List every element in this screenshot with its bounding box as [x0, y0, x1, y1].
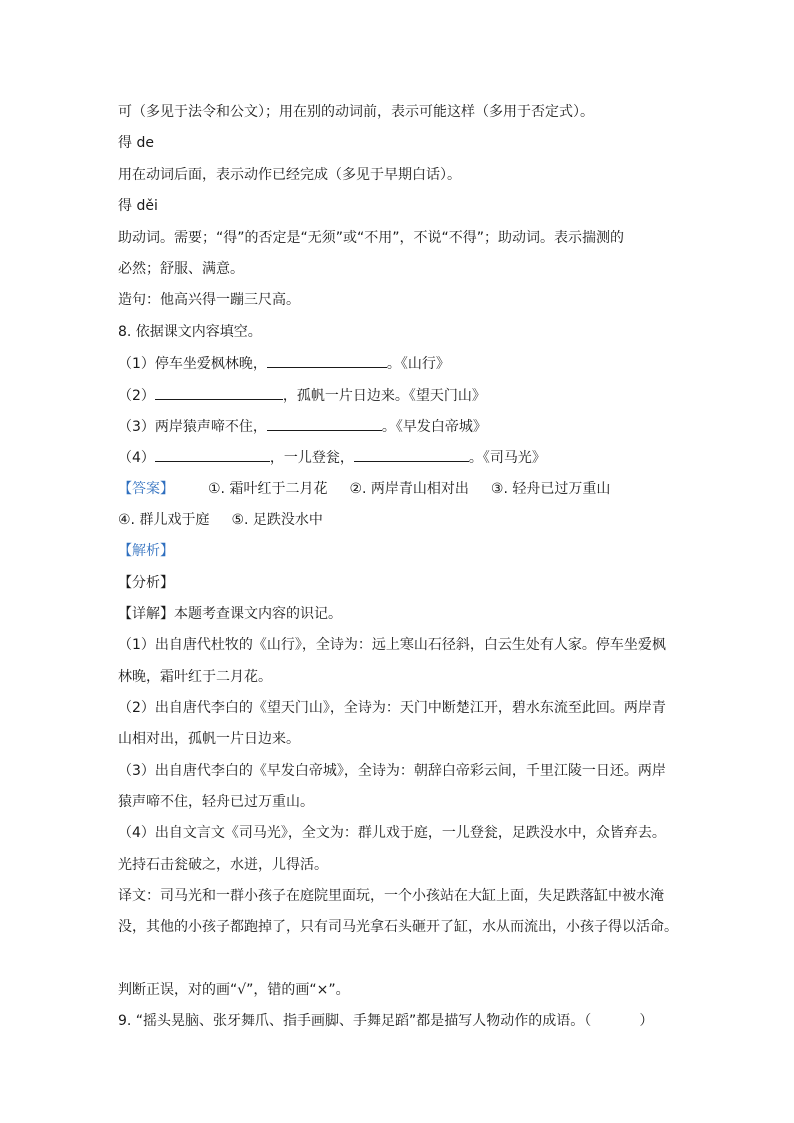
text-line: 得 děi — [118, 198, 158, 214]
translation-line: 译文：司马光和一群小孩子在庭院里面玩，一个小孩站在大缸上面，失足跌落缸中被水淹 — [118, 888, 664, 904]
answer-blank — [155, 385, 283, 400]
analysis-fenxi: 【分析】 — [118, 575, 174, 591]
answer-blank — [155, 447, 270, 462]
text-line: 助动词。需要；“得”的否定是“无须”或“不用”，不说“不得”；助动词。表示揣测的 — [118, 230, 625, 246]
question-8-item-1 — [118, 353, 450, 374]
analysis-paragraph: （1）出自唐代杜牧的《山行》，全诗为：远上寒山石径斜，白云生处有人家。停车坐爱枫 — [118, 637, 666, 653]
answer-item: ③. 轻舟已过万重山 — [490, 481, 611, 497]
question-8-item-2 — [118, 385, 486, 406]
answer-item: ④. 群儿戏于庭 — [118, 512, 210, 528]
text-line: 用在动词后面，表示动作已经完成（多见于早期白话）。 — [118, 167, 461, 183]
text-line: 可（多见于法令和公文）；用在别的动词前，表示可能这样（多用于否定式）。 — [118, 104, 594, 120]
question-8-title: 8. 依据课文内容填空。 — [118, 324, 262, 340]
item-source: 。《司马光》 — [468, 450, 546, 466]
item-text: （2） — [118, 388, 155, 404]
item-source: ，孤帆一片日边来。《望天门山》 — [282, 388, 486, 404]
answer-line-2 — [118, 510, 323, 530]
answer-item: ②. 两岸青山相对出 — [349, 481, 469, 497]
answer-line-1 — [118, 479, 610, 499]
text-line: 得 de — [118, 135, 154, 151]
analysis-paragraph: 林晚，霜叶红于二月花。 — [118, 669, 272, 685]
item-source: 。《山行》 — [386, 356, 450, 372]
item-source: 。《早发白帝城》 — [381, 419, 487, 435]
text-line: 造句：他高兴得一蹦三尺高。 — [118, 292, 300, 308]
analysis-paragraph: 山相对出，孤帆一片日边来。 — [118, 731, 300, 747]
answer-blank — [267, 353, 387, 368]
analysis-paragraph: 猿声啼不住，轻舟已过万重山。 — [118, 794, 314, 810]
item-text: （1）停车坐爱枫林晚， — [118, 356, 267, 372]
analysis-label: 【解析】 — [118, 543, 174, 559]
analysis-paragraph: （4）出自文言文《司马光》，全文为：群儿戏于庭，一儿登瓮，足跌没水中，众皆弃去。 — [118, 825, 666, 841]
analysis-paragraph: （2）出自唐代李白的《望天门山》，全诗为：天门中断楚江开，碧水东流至此回。两岸青 — [118, 700, 666, 716]
answer-item: ①. 霜叶红于二月花 — [208, 481, 328, 497]
analysis-paragraph: （3）出自唐代李白的《早发白帝城》，全诗为：朝辞白帝彩云间，千里江陵一日还。两岸 — [118, 763, 666, 779]
answer-label: 【答案】 — [118, 481, 174, 497]
analysis-paragraph: 光持石击瓮破之，水迸，儿得活。 — [118, 857, 328, 873]
answer-blank — [354, 447, 469, 462]
question-8-item-3 — [118, 416, 487, 437]
judge-instruction: 判断正误，对的画“√”，错的画“×”。 — [118, 982, 350, 998]
item-text: （4） — [118, 450, 155, 466]
question-9 — [118, 1011, 653, 1031]
analysis-detail: 【详解】本题考查课文内容的识记。 — [118, 606, 342, 622]
answer-item: ⑤. 足跌没水中 — [231, 512, 323, 528]
question-text: 9. “摇头晃脑、张牙舞爪、指手画脚、手舞足蹈”都是描写人物动作的成语。（ — [118, 1013, 592, 1029]
item-text: ，一儿登瓮， — [269, 450, 354, 466]
question-8-item-4 — [118, 447, 546, 468]
question-paren-close: ） — [639, 1013, 654, 1029]
text-line: 必然；舒服、满意。 — [118, 261, 244, 277]
item-text: （3）两岸猿声啼不住， — [118, 419, 267, 435]
translation-line: 没，其他的小孩子都跑掉了，只有司马光拿石头砸开了缸，水从而流出，小孩子得以活命。 — [118, 919, 678, 935]
answer-blank — [267, 416, 382, 431]
